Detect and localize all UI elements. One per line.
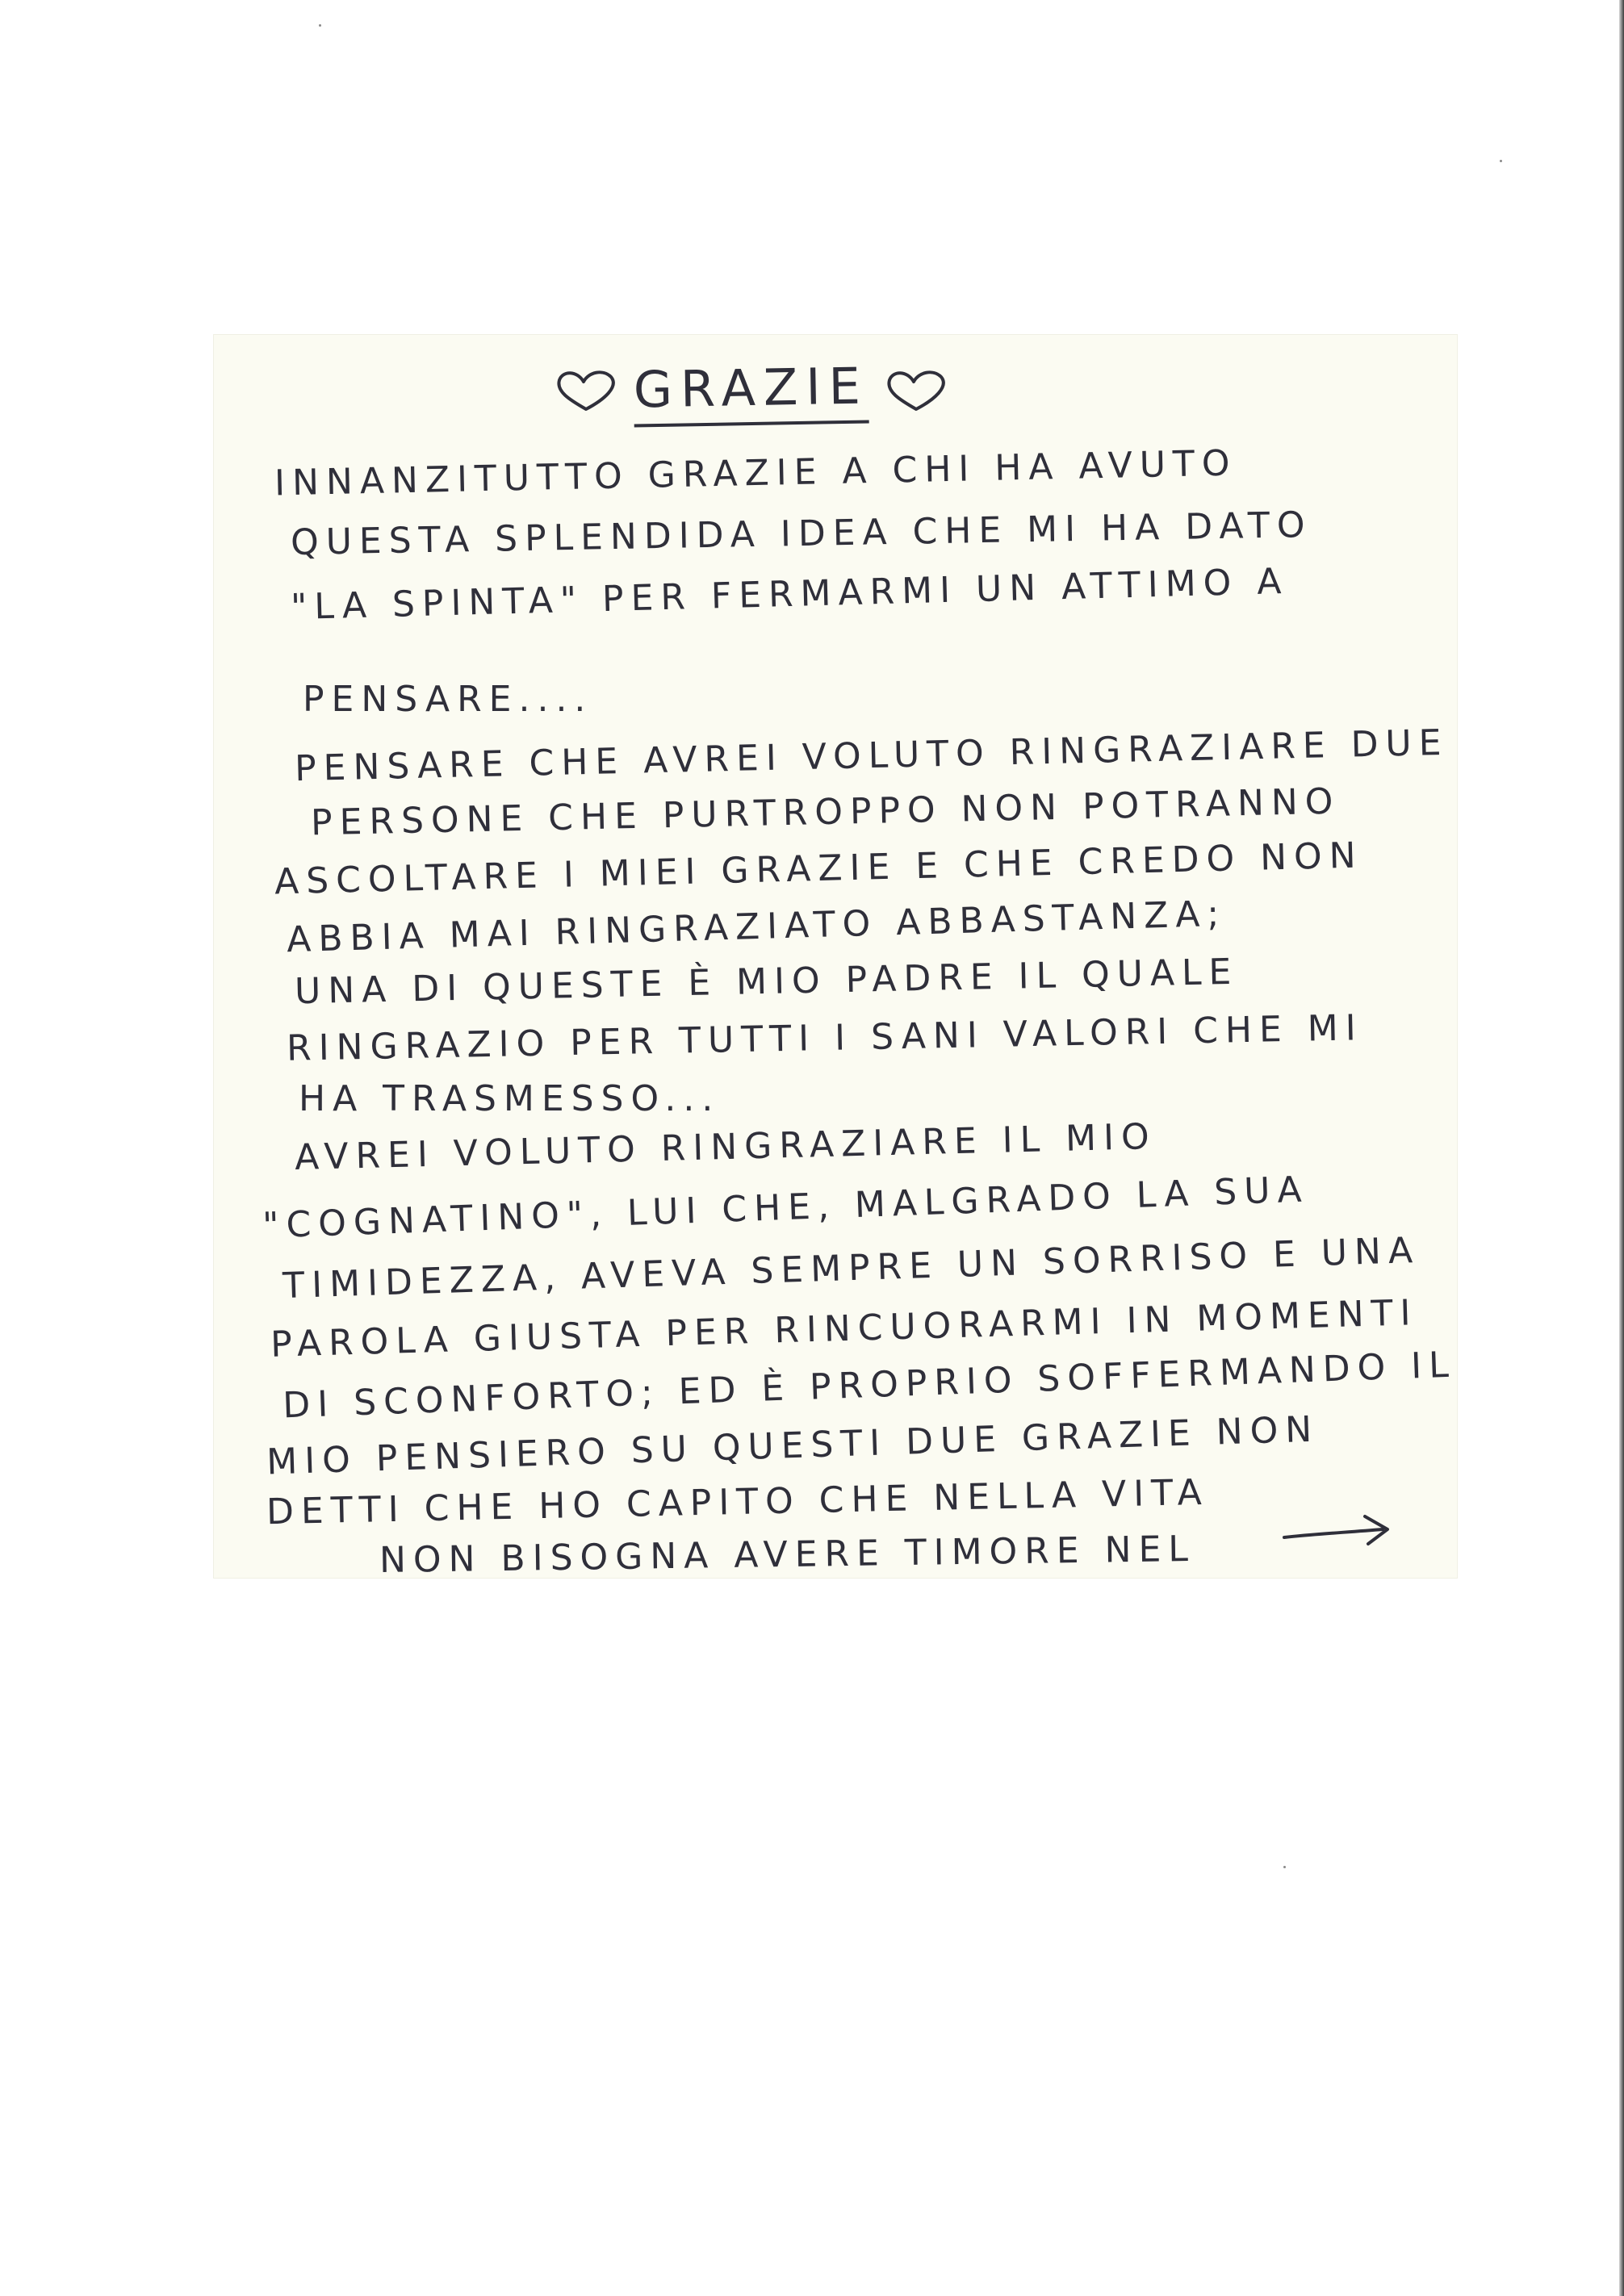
- scan-speck: [319, 24, 321, 27]
- note-line: MIO PENSIERO SU QUESTI DUE GRAZIE NON: [266, 1408, 1320, 1483]
- note-line: TIMIDEZZA, AVEVA SEMPRE UN SORRISO E UNA: [282, 1229, 1421, 1307]
- note-line: NON BISOGNA AVERE TIMORE NEL: [379, 1528, 1196, 1582]
- note-line: RINGRAZIO PER TUTTI I SANI VALORI CHE MI: [286, 1007, 1364, 1069]
- note-line: "COGNATINO", LUI CHE, MALGRADO LA SUA: [262, 1169, 1310, 1247]
- note-line: ABBIA MAI RINGRAZIATO ABBASTANZA;: [286, 893, 1227, 961]
- scan-speck: [1500, 160, 1502, 162]
- note-line: INNANZITUTTO GRAZIE A CHI HA AVUTO: [274, 442, 1238, 504]
- note-line: DETTI CHE HO CAPITO CHE NELLA VITA: [266, 1471, 1210, 1533]
- note-line: HA TRASMESSO...: [299, 1078, 721, 1119]
- note-line: QUESTA SPLENDIDA IDEA CHE MI HA DATO: [290, 504, 1312, 564]
- note-line: PAROLA GIUSTA PER RINCUORARMI IN MOMENTI: [270, 1292, 1419, 1365]
- note-title: GRAZIE: [633, 356, 869, 427]
- note-line: DI SCONFORTO; ED È PROPRIO SOFFERMANDO IL: [282, 1344, 1457, 1427]
- note-line: UNA DI QUESTE È MIO PADRE IL QUALE: [294, 951, 1239, 1013]
- note-line: PENSARE....: [303, 679, 593, 720]
- scan-speck: [1283, 1866, 1286, 1868]
- note-body: [214, 335, 1457, 1582]
- scan-edge: [1619, 0, 1624, 2296]
- arrow-right-icon: [1279, 1505, 1400, 1554]
- note-card: [214, 335, 1457, 1582]
- note-line: PERSONE CHE PURTROPPO NON POTRANNO: [310, 780, 1341, 844]
- note-line: AVREI VOLUTO RINGRAZIARE IL MIO: [294, 1115, 1157, 1179]
- note-line: PENSARE CHE AVREI VOLUTO RINGRAZIARE DUE: [294, 721, 1450, 790]
- note-line: "LA SPINTA" PER FERMARMI UN ATTIMO A: [290, 560, 1290, 629]
- note-line: ASCOLTARE I MIEI GRAZIE E CHE CREDO NON: [274, 834, 1364, 903]
